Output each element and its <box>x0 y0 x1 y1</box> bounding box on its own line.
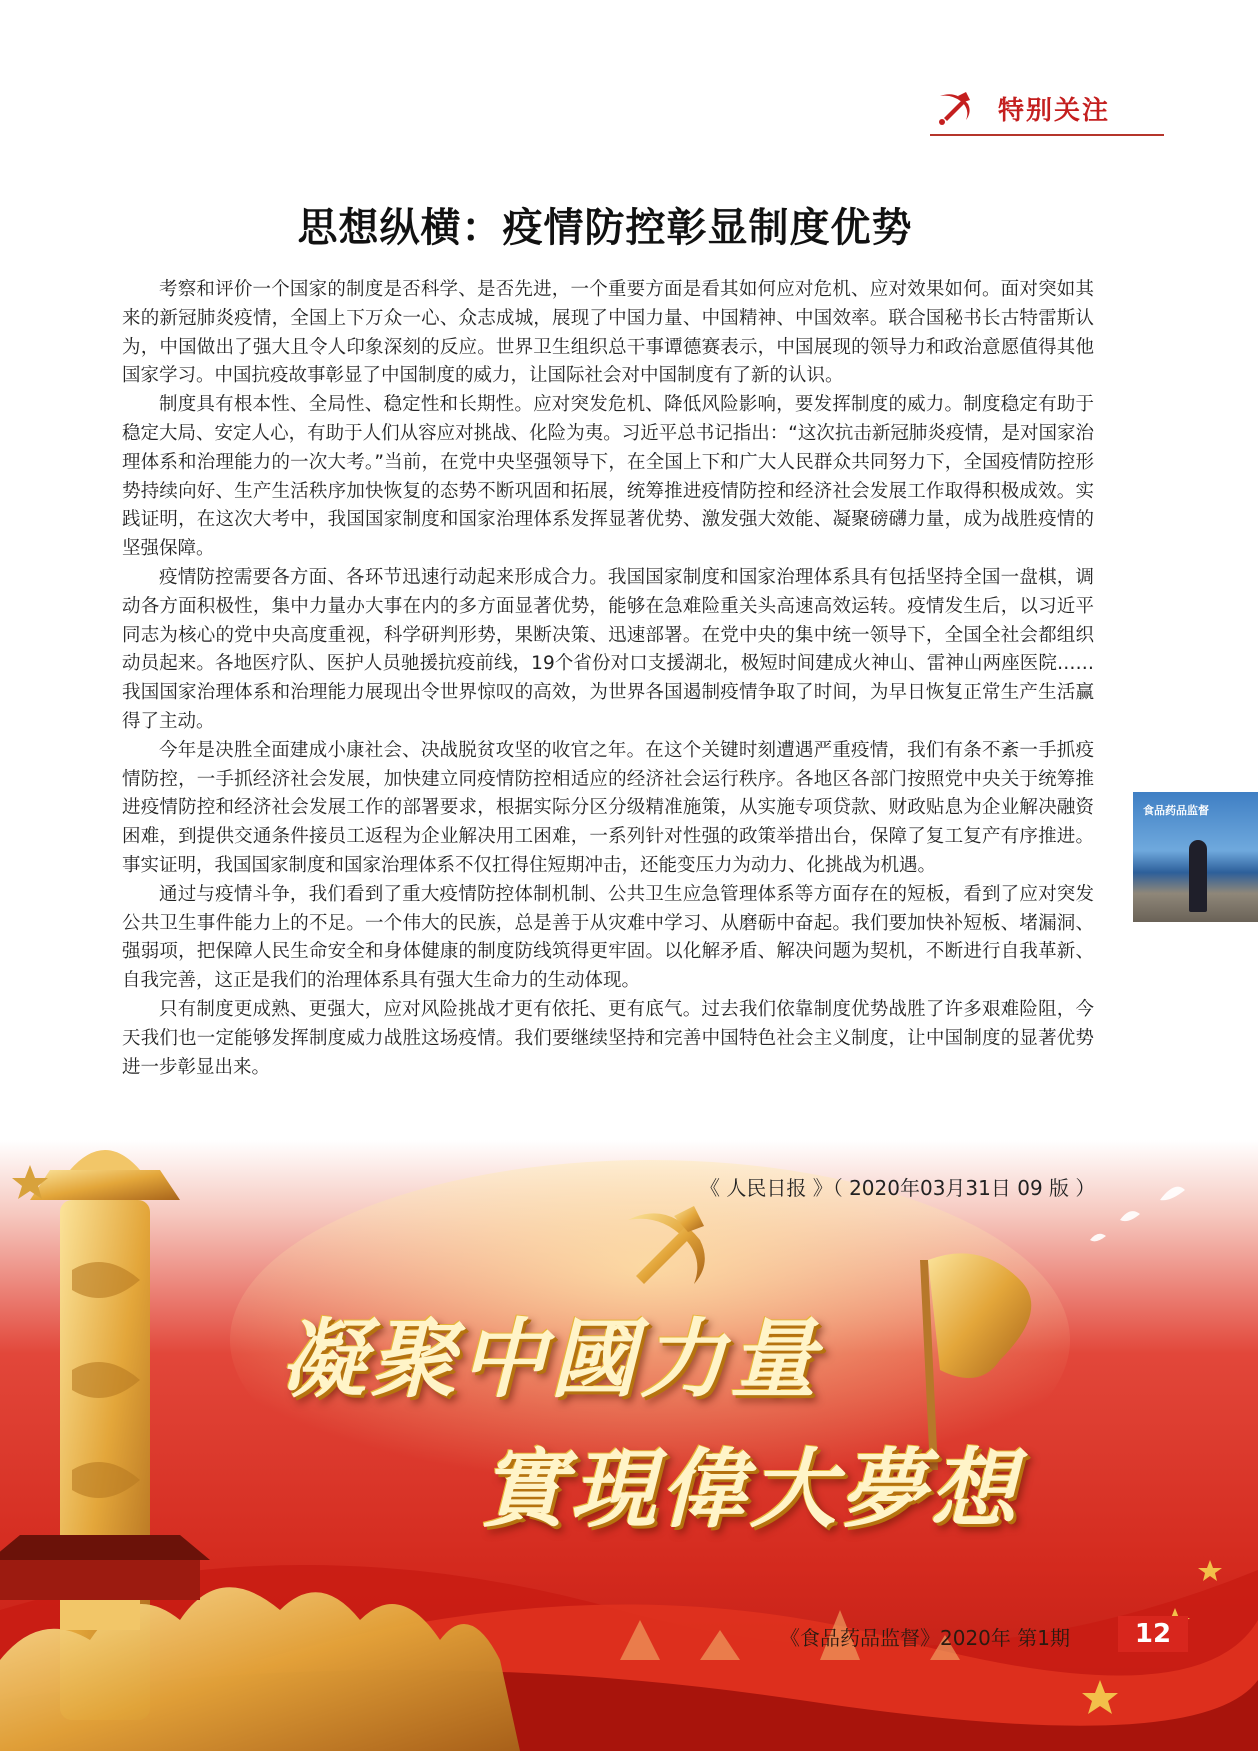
hammer-sickle-icon <box>934 88 974 128</box>
article-paragraph: 疫情防控需要各方面、各环节迅速行动起来形成合力。我国国家制度和国家治理体系具有包括坚持全国一盘棋，调动各方面积极性，集中力量办大事在内的多方面显著优势，能够在急难险重关头高速高效运转。疫情发生后，以习近平同志为核心的党中央高度重视，科学研判形势，果断决策、迅速部署。在党中央的集中统一领导下，全国全社会都组织动员起来。各地医疗队、医护人员驰援抗疫前线，19个省份对口支援湖北，极短时间建成火神山、雷神山两座医院……我国国家治理体系和治理能力展现出令世界惊叹的高效，为世界各国遏制疫情争取了时间，为早日恢复正常生产生活赢得了主动。 <box>122 566 1094 732</box>
article-paragraph: 只有制度更成熟、更强大，应对风险挑战才更有依托、更有底气。过去我们依靠制度优势战胜了许多艰难险阻，今天我们也一定能够发挥制度威力战胜这场疫情。我们要继续坚持和完善中国特色社会主义制度，让中国制度的显著优势进一步彰显出来。 <box>122 998 1094 1078</box>
banner-slogan-line1: 凝聚中國力量 <box>280 1309 820 1410</box>
footer-publication: 《食品药品监督》2020年 第1期 <box>780 1626 1070 1650</box>
article-body <box>122 276 1094 1082</box>
side-photo <box>1133 792 1258 922</box>
article-title: 思想纵横：疫情防控彰显制度优势 <box>297 205 913 251</box>
article-paragraph: 通过与疫情斗争，我们看到了重大疫情防控体制机制、公共卫生应急管理体系等方面存在的短板，看到了应对突发公共卫生事件能力上的不足。一个伟大的民族，总是善于从灾难中学习、从磨砺中奋起。我们要加快补短板、堵漏洞、强弱项，把保障人民生命安全和身体健康的制度防线筑得更牢固。以化解矛盾、解决问题为契机，不断进行自我革新、自我完善，这正是我们的治理体系具有强大生命力的生动体现。 <box>122 883 1094 992</box>
article-paragraph: 今年是决胜全面建成小康社会、决战脱贫攻坚的收官之年。在这个关键时刻遭遇严重疫情，我们有条不紊一手抓疫情防控，一手抓经济社会发展，加快建立同疫情防控相适应的经济社会运行秩序。各地区各部门按照党中央关于统筹推进疫情防控和经济社会发展工作的部署要求，根据实际分区分级精准施策，从实施专项贷款、财政贴息为企业解决融资困难，到提供交通条件接员工返程为企业解决用工困难，一系列针对性强的政策举措出台，保障了复工复产有序推进。事实证明，我国国家制度和国家治理体系不仅扛得住短期冲击，还能变压力为动力、化挑战为机遇。 <box>122 739 1094 876</box>
article-paragraph: 制度具有根本性、全局性、稳定性和长期性。应对突发危机、降低风险影响，要发挥制度的威力。制度稳定有助于稳定大局、安定人心，有助于人们从容应对挑战、化险为夷。习近平总书记指出：“这次抗击新冠肺炎疫情，是对国家治理体系和治理能力的一次大考。”当前，在党中央坚强领导下，在全国上下和广大人民群众共同努力下，全国疫情防控形势持续向好、生产生活秩序加快恢复的态势不断巩固和拓展，统筹推进疫情防控和经济社会发展工作取得积极成效。实践证明，在这次大考中，我国国家制度和国家治理体系发挥显著优势、激发强大效能、凝聚磅礴力量，成为战胜疫情的坚强保障。 <box>122 394 1094 560</box>
person-figure <box>1189 840 1207 912</box>
page-number: 12 <box>1118 1616 1188 1652</box>
article-source: 《 人民日报 》（ 2020年03月31日 09 版 ） <box>700 1176 1096 1200</box>
section-tag <box>930 84 1164 136</box>
side-photo-caption: 食品药品监督 <box>1143 804 1209 817</box>
banner-slogan-line2: 實現偉大夢想 <box>480 1439 1020 1540</box>
section-label: 特别关注 <box>998 96 1111 126</box>
article-paragraph: 考察和评价一个国家的制度是否科学、是否先进，一个重要方面是看其如何应对危机、应对效果如何。面对突如其来的新冠肺炎疫情，全国上下万众一心、众志成城，展现了中国力量、中国精神、中国效率。联合国秘书长古特雷斯认为，中国做出了强大且令人印象深刻的反应。世界卫生组织总干事谭德赛表示，中国展现的领导力和政治意愿值得其他国家学习。中国抗疫故事彰显了中国制度的威力，让国际社会对中国制度有了新的认识。 <box>122 279 1094 387</box>
